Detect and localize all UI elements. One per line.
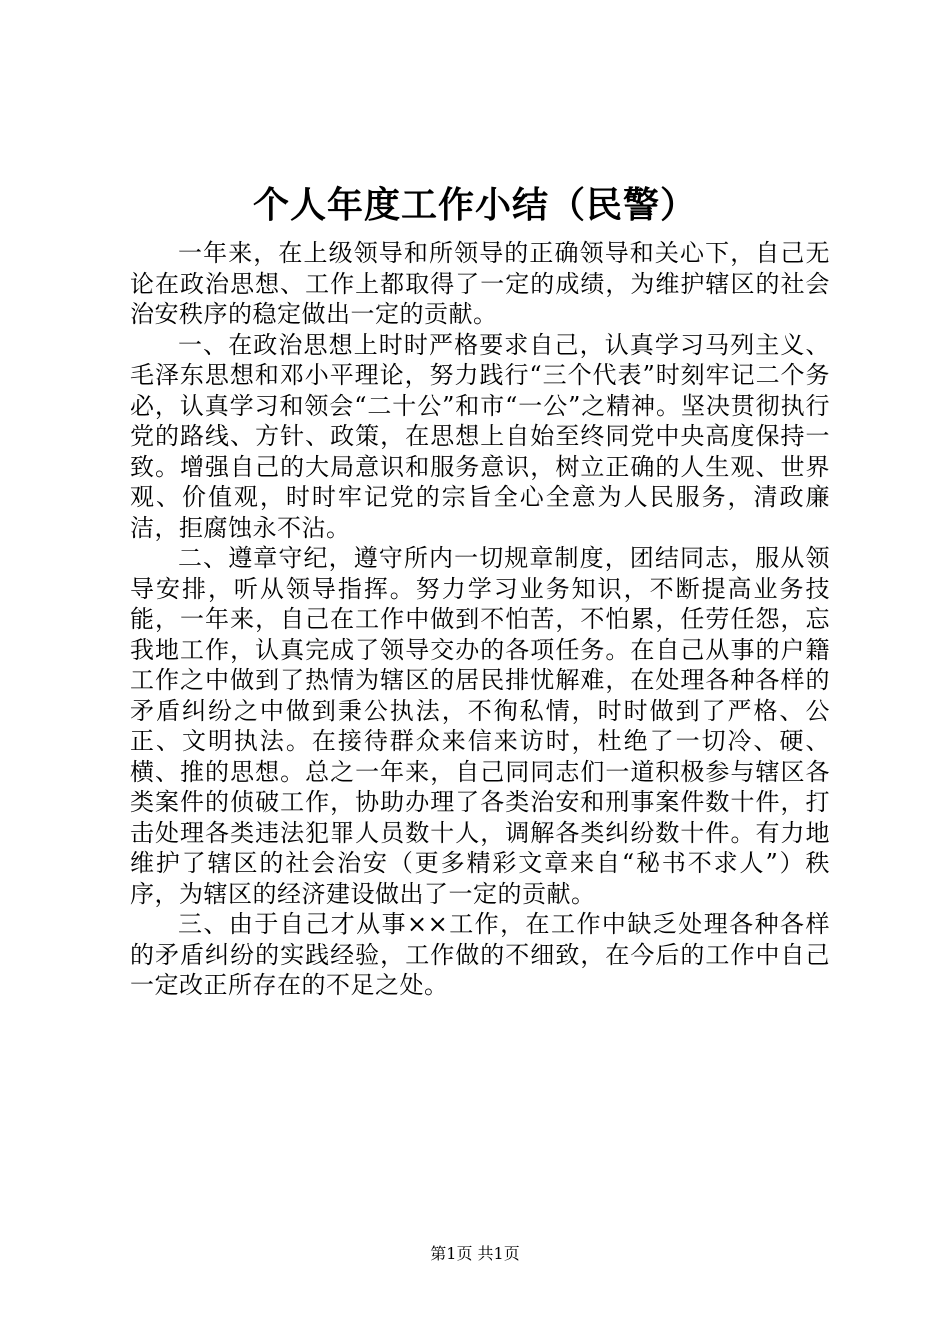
paragraph-shortcomings: 三、由于自己才从事××工作，在工作中缺乏处理各种各样的矛盾纠纷的实践经验，工作做的不细致，在今后的工作中自己一定改正所存在的不足之处。 (130, 910, 830, 999)
document-title: 个人年度工作小结（民警） (252, 184, 697, 226)
document-body (130, 238, 830, 1001)
paragraph-political-thought: 一、在政治思想上时时严格要求自己，认真学习马列主义、毛泽东思想和邓小平理论，努力践行“三个代表”时刻牢记二个务必，认真学习和领会“二十公”和市“一公”之精神。坚决贯彻执行党的路线、方针、政策，在思想上自始至终同党中央高度保持一致。增强自己的大局意识和服务意识，树立正确的人生观、世界观、价值观，时时牢记党的宗旨全心全意为人民服务，清政廉洁，拒腐蚀永不沾。 (130, 330, 830, 542)
paragraph-discipline-work: 二、遵章守纪，遵守所内一切规章制度，团结同志，服从领导安排，听从领导指挥。努力学习业务知识，不断提高业务技能，一年来，自己在工作中做到不怕苦，不怕累，任劳任怨，忘我地工作，认真完成了领导交办的各项任务。在自己从事的户籍工作之中做到了热情为辖区的居民排忧解难，在处理各种各样的矛盾纠纷之中做到秉公执法，不徇私情，时时做到了严格、公正、文明执法。在接待群众来信来访时，杜绝了一切冷、硬、横、推的思想。总之一年来，自己同同志们一道积极参与辖区各类案件的侦破工作，协助办理了各类治安和刑事案件数十件，打击处理各类违法犯罪人员数十人，调解各类纠纷数十件。有力地维护了辖区的社会治安（更多精彩文章来自“秘书不求人”）秩序，为辖区的经济建设做出了一定的贡献。 (130, 544, 830, 908)
page-number-footer: 第1页 共1页 (430, 1244, 520, 1263)
paragraph-intro: 一年来，在上级领导和所领导的正确领导和关心下，自己无论在政治思想、工作上都取得了一定的成绩，为维护辖区的社会治安秩序的稳定做出一定的贡献。 (130, 239, 830, 328)
